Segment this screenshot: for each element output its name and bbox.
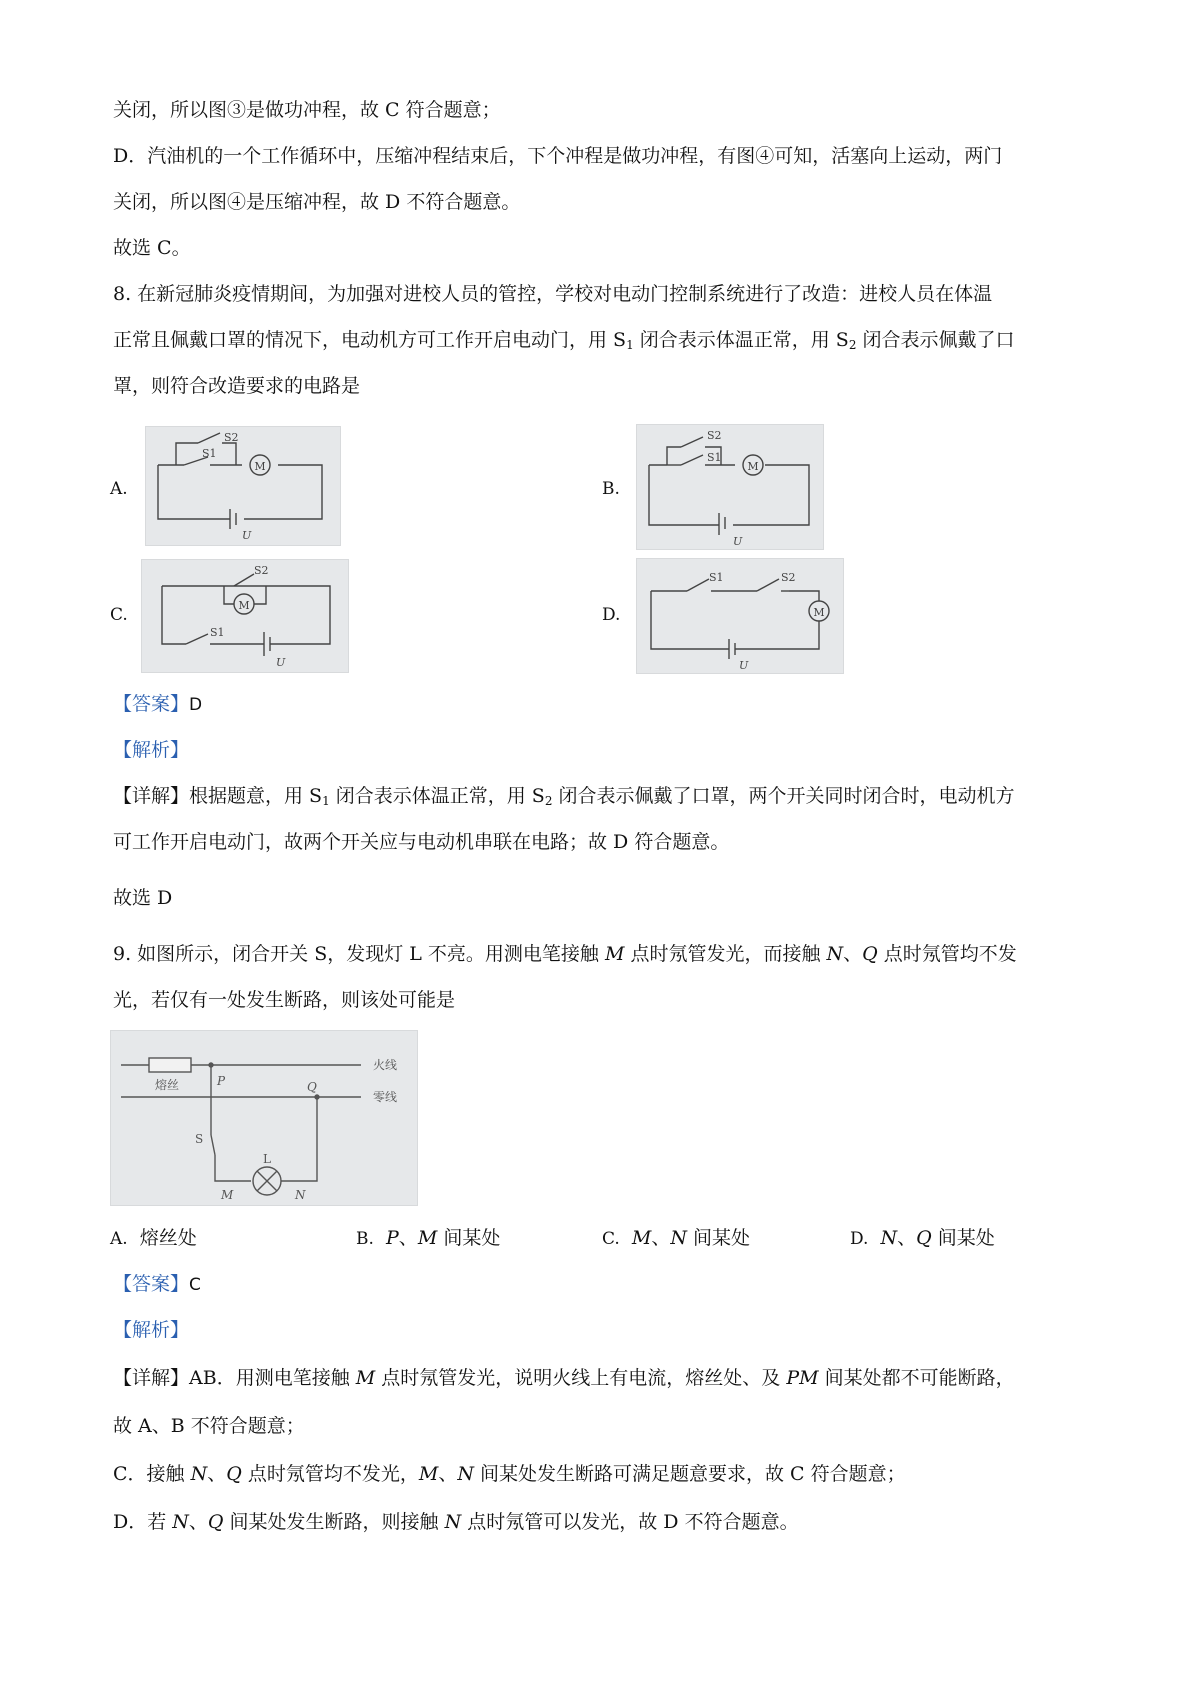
text: 、 xyxy=(188,1511,208,1533)
detail-line: 故 A、B 不符合题意； xyxy=(113,1415,305,1437)
fuse-label: 熔丝 xyxy=(155,1078,180,1092)
italic-var: N xyxy=(826,943,844,965)
answer-value: D xyxy=(189,695,203,715)
text: 、 xyxy=(843,943,863,965)
text: 点时氖管发光，说明火线上有电流，熔丝处、及 xyxy=(375,1367,787,1389)
detail-tag: 【详解】 xyxy=(113,785,190,807)
answer-line xyxy=(113,692,202,717)
circuit-diagram-d xyxy=(636,558,844,674)
question-8-stem xyxy=(113,328,1015,357)
text: 闭合表示体温正常，用 S xyxy=(633,329,849,351)
detail-tag: 【详解】 xyxy=(113,1367,190,1389)
text: 、 xyxy=(651,1227,671,1249)
choice-c xyxy=(602,1226,750,1251)
question-9-stem xyxy=(113,942,1017,966)
point-q-label: Q xyxy=(307,1080,317,1094)
italic-var: M xyxy=(631,1227,652,1249)
choice-label: C. xyxy=(602,1229,620,1249)
text: 闭合表示体温正常，用 S xyxy=(329,785,545,807)
option-a-label: A. xyxy=(110,479,128,499)
italic-var: Q xyxy=(207,1511,224,1533)
italic-var: M xyxy=(355,1367,376,1389)
choice-b xyxy=(356,1226,500,1251)
switch-s2-label: S2 xyxy=(224,431,239,444)
switch-s2-label: S2 xyxy=(781,571,796,584)
answer-tag: 【答案】 xyxy=(113,1273,190,1295)
text-line: 关闭，所以图③是做功冲程，故 C 符合题意； xyxy=(113,99,501,121)
text: D．若 xyxy=(113,1511,173,1533)
italic-var: N xyxy=(457,1463,474,1485)
text: 点时氖管均不发光， xyxy=(241,1463,419,1485)
answer-value: C xyxy=(189,1275,201,1295)
option-d-label: D. xyxy=(602,605,621,625)
subscript: 1 xyxy=(626,338,634,352)
text: 间某处 xyxy=(931,1227,995,1249)
circuit-diagram-b xyxy=(636,424,824,550)
circuit-diagram-c xyxy=(141,559,349,673)
motor-label: M xyxy=(254,460,266,473)
text: 根据题意，用 S xyxy=(189,785,323,807)
detail-line xyxy=(113,1366,1015,1390)
neutral-wire-label: 零线 xyxy=(373,1090,398,1104)
subscript: 2 xyxy=(544,794,553,808)
motor-label: M xyxy=(747,460,759,473)
lamp-l-label: L xyxy=(263,1152,271,1166)
analysis-tag xyxy=(113,1318,189,1342)
answer-line xyxy=(113,1272,201,1297)
detail-line xyxy=(113,784,1015,813)
text: 点时氖管均不发 xyxy=(877,943,1017,965)
voltage-label: U xyxy=(242,529,252,542)
text: 、 xyxy=(438,1463,458,1485)
italic-var: M xyxy=(418,1463,439,1485)
household-circuit-diagram xyxy=(110,1030,418,1206)
text-line: D．汽油机的一个工作循环中，压缩冲程结束后，下个冲程是做功冲程，有图④可知，活塞向上运动，两门 xyxy=(113,145,1003,167)
italic-var: Q xyxy=(226,1463,242,1485)
text: 点时氖管发光，而接触 xyxy=(624,943,827,965)
italic-var: Q xyxy=(916,1227,932,1249)
text: 闭合表示佩戴了口罩，两个开关同时闭合时，电动机方 xyxy=(552,785,1015,807)
choice-d xyxy=(850,1226,995,1251)
point-p-label: P xyxy=(217,1074,226,1088)
text: 间某处 xyxy=(687,1227,751,1249)
subscript: 1 xyxy=(322,794,330,808)
italic-var: Q xyxy=(862,943,878,965)
subscript: 2 xyxy=(848,338,857,352)
switch-s-label: S xyxy=(195,1132,204,1146)
text: 间某处 xyxy=(437,1227,501,1249)
text: 、 xyxy=(207,1463,227,1485)
question-9-stem: 光，若仅有一处发生断路，则该处可能是 xyxy=(113,989,456,1011)
live-wire-label: 火线 xyxy=(373,1058,398,1072)
detail-line: 可工作开启电动门，故两个开关应与电动机串联在电路；故 D 符合题意。 xyxy=(113,831,730,853)
voltage-label: U xyxy=(733,535,743,548)
voltage-label: U xyxy=(739,659,749,672)
text: 正常且佩戴口罩的情况下，电动机方可工作开启电动门，用 S xyxy=(113,329,627,351)
switch-s2-label: S2 xyxy=(254,564,269,577)
text: 9. 如图所示，闭合开关 S，发现灯 L 不亮。用测电笔接触 xyxy=(113,943,605,965)
switch-s1-label: S1 xyxy=(709,571,724,584)
choice-a xyxy=(110,1226,197,1251)
text: C．接触 xyxy=(113,1463,191,1485)
detail-line xyxy=(113,1510,799,1534)
italic-var: N xyxy=(670,1227,688,1249)
text: 间某处都不可能断路， xyxy=(818,1367,1015,1389)
text-line: 关闭，所以图④是压缩冲程，故 D 不符合题意。 xyxy=(113,191,521,213)
text: AB．用测电笔接触 xyxy=(189,1367,356,1389)
text: 、 xyxy=(897,1227,917,1249)
option-b-label: B. xyxy=(602,479,620,499)
text: 闭合表示佩戴了口 xyxy=(856,329,1015,351)
italic-var: N xyxy=(172,1511,189,1533)
answer-tag: 【答案】 xyxy=(113,693,190,715)
italic-var: N xyxy=(444,1511,462,1533)
household-circuit-svg xyxy=(111,1031,417,1205)
choice-label: D. xyxy=(850,1229,869,1249)
circuit-c-svg xyxy=(142,560,348,672)
point-n-label: N xyxy=(295,1188,306,1202)
point-m-label: M xyxy=(221,1188,234,1202)
motor-label: M xyxy=(813,606,825,619)
question-8-stem: 8. 在新冠肺炎疫情期间，为加强对进校人员的管控，学校对电动门控制系统进行了改造：进校人员在体温 xyxy=(113,283,993,305)
switch-s1-label: S1 xyxy=(210,626,225,639)
option-c-label: C. xyxy=(110,605,128,625)
motor-label: M xyxy=(238,599,250,612)
switch-s1-label: S1 xyxy=(707,451,722,464)
italic-var: P xyxy=(386,1227,399,1249)
text: 点时氖管可以发光，故 D 不符合题意。 xyxy=(461,1511,799,1533)
switch-s1-label: S1 xyxy=(202,447,217,460)
analysis-tag xyxy=(113,738,189,762)
choice-label: B. xyxy=(356,1229,374,1249)
circuit-a-svg xyxy=(146,427,340,545)
text: 间某处发生断路可满足题意要求，故 C 符合题意； xyxy=(473,1463,906,1485)
circuit-b-svg xyxy=(637,425,823,549)
circuit-d-svg xyxy=(637,559,843,673)
final-answer-line: 故选 D xyxy=(113,887,173,909)
choice-label: A. xyxy=(110,1229,128,1249)
italic-var: N xyxy=(880,1227,898,1249)
switch-s2-label: S2 xyxy=(707,429,722,442)
text-line: 故选 C。 xyxy=(113,237,191,259)
detail-line xyxy=(113,1462,906,1486)
analysis-label: 【解析】 xyxy=(113,739,190,761)
text: 、 xyxy=(398,1227,418,1249)
italic-var: PM xyxy=(786,1367,819,1389)
italic-var: M xyxy=(604,943,625,965)
analysis-label: 【解析】 xyxy=(113,1319,190,1341)
italic-var: N xyxy=(190,1463,208,1485)
voltage-label: U xyxy=(276,656,286,669)
italic-var: M xyxy=(417,1227,438,1249)
circuit-diagram-a xyxy=(145,426,341,546)
text: 间某处发生断路，则接触 xyxy=(223,1511,445,1533)
choice-text: 熔丝处 xyxy=(139,1227,197,1249)
question-8-stem: 罩，则符合改造要求的电路是 xyxy=(113,375,361,397)
